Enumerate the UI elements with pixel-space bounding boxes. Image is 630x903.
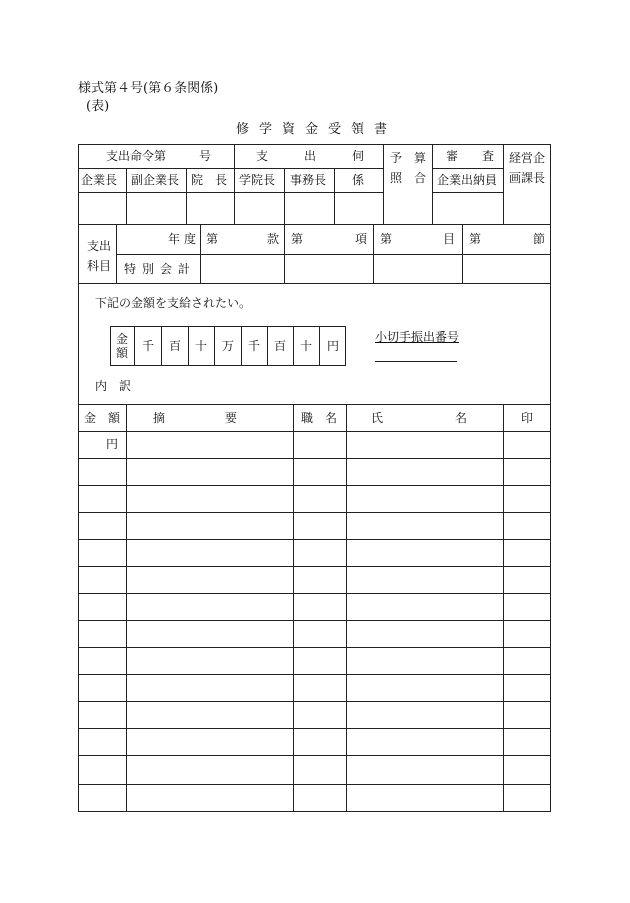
digit-yen: 円 <box>327 339 340 353</box>
breakdown-label: 内 訳 <box>95 379 132 393</box>
kou-label: 項 <box>355 232 368 246</box>
amount-label-1: 金 <box>116 332 129 346</box>
role-treasurer: 企業出納員 <box>437 173 498 187</box>
col-amount: 金 額 <box>84 411 121 425</box>
col-seal: 印 <box>521 411 534 425</box>
col-description: 摘 要 <box>153 411 238 425</box>
planning-chief-label-2: 画課長 <box>509 171 546 185</box>
payment-instruction: 下記の金額を支給されたい。 <box>95 296 252 310</box>
role-hospital-director: 院 長 <box>191 173 228 187</box>
moku-label: 目 <box>443 232 456 246</box>
fiscal-year-label: 年度 <box>168 232 201 246</box>
digit-thousand-man: 千 <box>142 339 155 353</box>
digit-ten: 十 <box>300 339 313 353</box>
page-title: 修学資金受領書 <box>236 122 398 137</box>
digit-hundred: 百 <box>274 339 287 353</box>
digit-hundred-man: 百 <box>169 339 182 353</box>
col-position: 職 名 <box>301 411 338 425</box>
col-name: 氏 名 <box>371 411 468 425</box>
role-clerk: 係 <box>352 173 365 187</box>
front-side-label: (表) <box>86 99 110 114</box>
account-label-2: 科目 <box>87 259 112 273</box>
budget-check-label-1: 予 算 <box>390 151 427 165</box>
kan-prefix: 第 <box>206 232 219 246</box>
amount-label-2: 額 <box>116 346 129 360</box>
moku-prefix: 第 <box>380 232 393 246</box>
check-number-label: 小切手振出番号 <box>375 330 460 344</box>
kou-prefix: 第 <box>291 232 304 246</box>
special-account-label: 特別会計 <box>124 262 197 276</box>
expense-order-number-suffix: 号 <box>199 149 212 163</box>
setsu-prefix: 第 <box>469 232 482 246</box>
form-number: 様式第４号(第６条関係) <box>78 81 219 96</box>
setsu-label: 節 <box>533 232 546 246</box>
account-label-1: 支出 <box>87 239 112 253</box>
expense-request-label: 支 出 伺 <box>256 149 365 163</box>
budget-check-label-2: 照 合 <box>390 171 427 185</box>
audit-label: 審 査 <box>446 149 495 163</box>
digit-thousand: 千 <box>248 339 261 353</box>
role-enterprise-head: 企業長 <box>81 173 118 187</box>
planning-chief-label-1: 経営企 <box>509 151 546 165</box>
role-office-manager: 事務長 <box>290 173 327 187</box>
kan-label: 款 <box>267 232 280 246</box>
role-school-director: 学院長 <box>239 173 276 187</box>
role-deputy-head: 副企業長 <box>131 173 180 187</box>
check-number-line <box>375 361 457 362</box>
expense-order-label: 支出命令第 <box>106 149 167 163</box>
digit-ten-man: 十 <box>195 339 208 353</box>
yen-unit: 円 <box>106 437 119 451</box>
digit-man: 万 <box>222 339 235 353</box>
